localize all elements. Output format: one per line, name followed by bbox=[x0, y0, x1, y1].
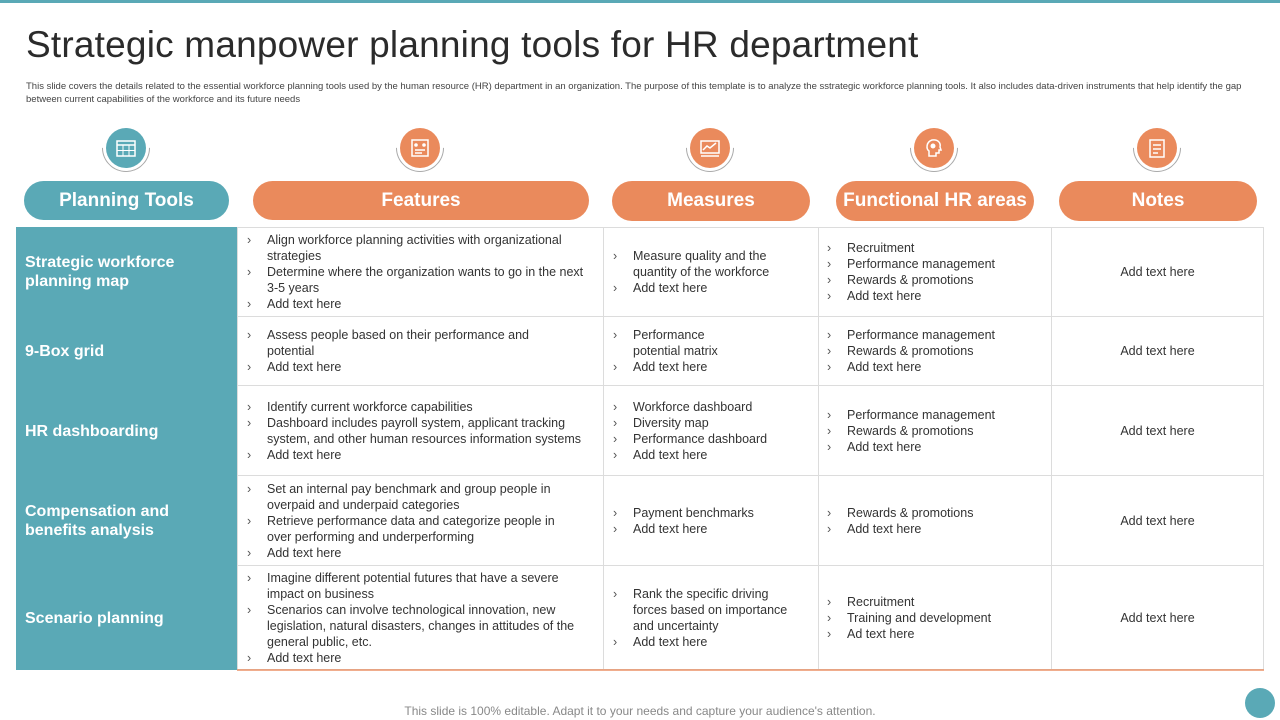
list-item: › Performance dashboard bbox=[613, 431, 767, 447]
header-features: Features bbox=[253, 181, 589, 220]
list-item: › Performance management bbox=[827, 256, 995, 272]
table-row-note: Add text here bbox=[1052, 476, 1264, 566]
list-item: › Rank the specific driving forces based on importance and uncertainty bbox=[613, 586, 804, 634]
table-row-measures bbox=[604, 386, 819, 476]
table-row-note: Add text here bbox=[1052, 566, 1264, 670]
row-tool-hr-dashboarding: HR dashboarding bbox=[16, 386, 237, 476]
list-item: › Identify current workforce capabilities bbox=[247, 399, 593, 415]
list-item: › Retrieve performance data and categorize people in over performing and underperforming bbox=[247, 513, 581, 545]
list-item: › Add text here bbox=[247, 545, 581, 561]
list-item: › Diversity map bbox=[613, 415, 767, 431]
table-row-features bbox=[237, 227, 604, 317]
list-item: › Workforce dashboard bbox=[613, 399, 767, 415]
list-item: › Performance management bbox=[827, 327, 995, 343]
list-item: › Add text here bbox=[247, 650, 595, 666]
list-item: › Performance potential matrix bbox=[613, 327, 738, 359]
list-item: › Ad text here bbox=[827, 626, 991, 642]
list-item: › Determine where the organization wants to go in the next 3-5 years bbox=[247, 264, 597, 296]
row-tool-scenario-planning: Scenario planning bbox=[16, 566, 237, 670]
table-row-hr-areas bbox=[819, 566, 1052, 670]
table-row-features bbox=[237, 566, 604, 670]
list-item: › Performance management bbox=[827, 407, 995, 423]
table-row-note: Add text here bbox=[1052, 227, 1264, 317]
table-row-features bbox=[237, 476, 604, 566]
table-bottom-accent bbox=[237, 669, 1264, 671]
list-item: › Add text here bbox=[247, 447, 593, 463]
list-item: › Add text here bbox=[827, 439, 995, 455]
list-item: › Recruitment bbox=[827, 240, 995, 256]
table-row-hr-areas bbox=[819, 317, 1052, 386]
header-measures: Measures bbox=[612, 181, 810, 221]
header-planning-tools: Planning Tools bbox=[24, 181, 229, 220]
table-row-note: Add text here bbox=[1052, 317, 1264, 386]
clipboard-list-icon bbox=[1137, 128, 1177, 168]
measure-chart-icon bbox=[690, 128, 730, 168]
table-row-features bbox=[237, 386, 604, 476]
table-row-measures bbox=[604, 476, 819, 566]
list-item: › Recruitment bbox=[827, 594, 991, 610]
row-tool-strategic-workforce-planning-map: Strategic workforce planning map bbox=[16, 227, 237, 317]
list-item: › Dashboard includes payroll system, applicant tracking system, and other human resources information systems bbox=[247, 415, 593, 447]
table-row-hr-areas bbox=[819, 386, 1052, 476]
page-subtitle: This slide covers the details related to the essential workforce planning tools used by the human resource (HR) department in an organization. The purpose of this template is to analyze the sstrategic workforce planning tools. It also includes data-driven instruments that help identify the gap between current capabilities of the workforce and its future needs bbox=[26, 81, 1242, 105]
table-row-measures bbox=[604, 566, 819, 670]
list-item: › Add text here bbox=[247, 296, 597, 312]
list-item: › Rewards & promotions bbox=[827, 343, 995, 359]
list-item: › Payment benchmarks bbox=[613, 505, 754, 521]
top-accent-line bbox=[0, 0, 1280, 3]
table-row-measures bbox=[604, 317, 819, 386]
list-item: › Add text here bbox=[613, 359, 738, 375]
table-row-features bbox=[237, 317, 604, 386]
table-row-hr-areas bbox=[819, 227, 1052, 317]
list-item: › Assess people based on their performance and potential bbox=[247, 327, 533, 359]
list-item: › Rewards & promotions bbox=[827, 505, 973, 521]
list-item: › Align workforce planning activities with organizational strategies bbox=[247, 232, 597, 264]
table-row-hr-areas bbox=[819, 476, 1052, 566]
list-item: › Add text here bbox=[827, 288, 995, 304]
footer-note: This slide is 100% editable. Adapt it to your needs and capture your audience's attention. bbox=[404, 704, 876, 718]
table-row-note: Add text here bbox=[1052, 386, 1264, 476]
list-item: › Add text here bbox=[827, 521, 973, 537]
list-item: › Rewards & promotions bbox=[827, 423, 995, 439]
list-item: › Add text here bbox=[247, 359, 533, 375]
list-item: › Add text here bbox=[613, 521, 754, 537]
row-tool-9-box-grid: 9-Box grid bbox=[16, 317, 237, 386]
list-item: › Rewards & promotions bbox=[827, 272, 995, 288]
list-item: › Add text here bbox=[613, 634, 804, 650]
row-tool-compensation-and-benefits-analysis: Compensation and benefits analysis bbox=[16, 476, 237, 566]
list-item: › Add text here bbox=[613, 280, 810, 296]
list-item: › Add text here bbox=[827, 359, 995, 375]
list-item: › Imagine different potential futures that have a severe impact on business bbox=[247, 570, 595, 602]
header-notes: Notes bbox=[1059, 181, 1257, 221]
list-item: › Add text here bbox=[613, 447, 767, 463]
table-row-measures bbox=[604, 227, 819, 317]
corner-decoration bbox=[1245, 688, 1275, 718]
list-item: › Set an internal pay benchmark and group people in overpaid and underpaid categories bbox=[247, 481, 581, 513]
calendar-table-icon bbox=[106, 128, 146, 168]
head-gears-icon bbox=[914, 128, 954, 168]
list-item: › Scenarios can involve technological innovation, new legislation, natural disasters, changes in attitudes of the general public, etc. bbox=[247, 602, 595, 650]
page-title: Strategic manpower planning tools for HR department bbox=[26, 24, 919, 65]
rating-board-icon bbox=[400, 128, 440, 168]
list-item: › Measure quality and the quantity of the workforce bbox=[613, 248, 810, 280]
list-item: › Training and development bbox=[827, 610, 991, 626]
header-functional-hr-areas: Functional HR areas bbox=[836, 181, 1034, 221]
